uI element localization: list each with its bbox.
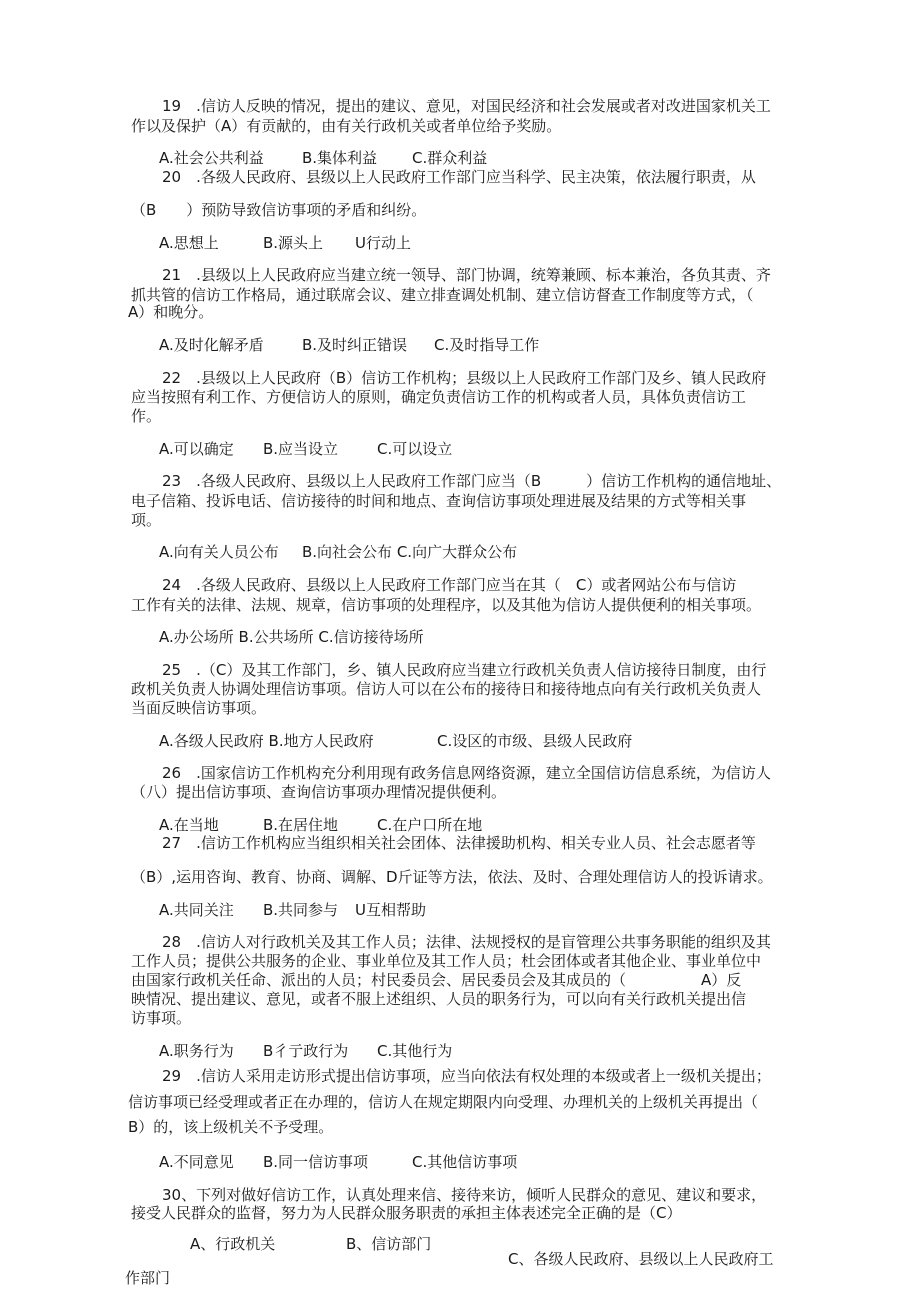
- option-b: B.在居住地: [263, 816, 339, 834]
- question-text-line: 29 .信访人采用走访形式提出信访事项，应当向依法有权处理的本级或者上一级机关提出；: [162, 1067, 771, 1085]
- question-text-line: （八）提出信访事项、查询信访事项办理情况提供便利。: [131, 783, 507, 801]
- question-text-line: 24 .各级人民政府、县级以上人民政府工作部门应当在其（ C）或者网站公布与信访: [162, 576, 737, 594]
- option-c: C.设区的市级、县级人民政府: [437, 732, 633, 750]
- option-c: C.在户口所在地: [377, 816, 483, 834]
- question-text-line: 电子信箱、投诉电话、信访接待的时间和地点、查询信访事项处理进展及结果的方式等相关事: [131, 492, 747, 510]
- option-b-c: B.向社会公布 C.向广大群众公布: [302, 543, 518, 561]
- option-a: A.向有关人员公布: [159, 543, 279, 561]
- option-a: A.及时化解矛盾: [159, 336, 264, 354]
- question-text-line: 应当按照有利工作、方便信访人的原则，确定负责信访工作的机构或者人员，具体负责信访工: [131, 388, 747, 406]
- option-b: B.及时纠正错误: [302, 336, 408, 354]
- option-a: A.职务行为: [159, 1042, 234, 1060]
- option-a-b: A.各级人民政府 B.地方人民政府: [159, 732, 374, 750]
- question-text-line: 信访事项已经受理或者正在办理的，信访人在规定期限内向受理、办理机关的上级机关再提出（: [128, 1093, 759, 1111]
- question-text-line: 作以及保护（A）有贡献的，由有关行政机关或者单位给予奖励。: [131, 117, 562, 135]
- question-text-line: B）的，该上级机关不予受理。: [128, 1118, 334, 1136]
- option-b: B.应当设立: [263, 440, 339, 458]
- option-a: A.思想上: [159, 234, 219, 252]
- question-text-line: 28 .信访人对行政机关及其工作人员；法律、法规授权的是盲管理公共事务职能的组织及其: [162, 933, 771, 951]
- question-text-line: A）和晚分。: [128, 303, 214, 321]
- option-a: A.社会公共利益: [159, 149, 264, 167]
- question-text-line: 访事项。: [131, 1009, 192, 1027]
- option-a: A.共同关注: [159, 901, 234, 919]
- option-c: C.及时指导工作: [434, 336, 540, 354]
- option-a: A.在当地: [159, 816, 219, 834]
- options: A.办公场所 B.公共场所 C.信访接待场所: [159, 628, 424, 646]
- question-text-line: 30、下列对做好信访工作，认真处理来信、接待来访，倾听人民群众的意见、建议和要求，: [162, 1186, 767, 1204]
- option-c: C.可以设立: [377, 440, 453, 458]
- option-c: U行动上: [355, 234, 411, 252]
- question-text-line: 工作人员；提供公共服务的企业、事业单位及其工作人员；杜会团体或者其他企业、事业单位中: [131, 952, 762, 970]
- question-text-line: 27 .信访工作机构应当组织相关社会团体、法律援助机构、相关专业人员、社会志愿者等: [162, 834, 756, 852]
- option-b: B.源头上: [263, 234, 324, 252]
- question-text-line: 23 .各级人民政府、县级以上人民政府工作部门应当（B ）信访工作机构的通信地址、: [162, 472, 782, 490]
- question-text-line: 政机关负责人协调处理信访事项。信访人可以在公布的接待日和接待地点向有关行政机关负责人: [131, 680, 762, 698]
- option-c: U互相帮助: [355, 901, 426, 919]
- option-b: B、信访部门: [346, 1235, 432, 1253]
- question-text-line: 由国家行政机关任命、派出的人员；村民委员会、居民委员会及其成员的（ A）反: [131, 971, 742, 989]
- option-b: B彳亍政行为: [263, 1042, 349, 1060]
- question-text-line: 抓共管的信访工作格局，通过联席会议、建立排查调处机制、建立信访督查工作制度等方式，（: [131, 286, 754, 304]
- question-text-line: （B）,运用咨询、教育、协商、调解、D斤证等方法，依法、及时、合理处理信访人的投诉请求。: [131, 868, 773, 886]
- option-a: A、行政机关: [190, 1235, 276, 1253]
- question-text-line: 21 .县级以上人民政府应当建立统一领导、部门协调，统筹兼顾、标本兼治，各负其责、齐: [162, 266, 771, 284]
- question-text-line: 20 .各级人民政府、县级以上人民政府工作部门应当科学、民主决策，依法履行职责，从: [162, 168, 756, 186]
- question-text-line: 项。: [131, 511, 162, 529]
- question-text-line: 19 .信访人反映的情况，提出的建议、意见，对国民经济和社会发展或者对改进国家机关工: [162, 97, 771, 115]
- option-c: C.其他信访事项: [412, 1153, 518, 1171]
- option-a: A.不同意见: [159, 1153, 234, 1171]
- question-text-line: （B ）预防导致信访事项的矛盾和纠纷。: [131, 201, 427, 219]
- option-c: C.群众利益: [412, 149, 488, 167]
- option-b: B.集体利益: [302, 149, 378, 167]
- question-text-line: 当面反映信访事项。: [131, 699, 267, 717]
- option-c-continued: 作部门: [125, 1269, 171, 1287]
- option-b: B.共同参与: [263, 901, 339, 919]
- question-text-line: 映情况、提出建议、意见，或者不服上述组织、人员的职务行为，可以向有关行政机关提出信: [131, 990, 747, 1008]
- question-text-line: 25 .（C）及其工作部门，乡、镇人民政府应当建立行政机关负责人信访接待日制度，由行: [162, 661, 767, 679]
- question-text-line: 接受人民群众的监督，努力为人民群众服务职责的承担主体表述完全正确的是（C）: [131, 1204, 682, 1222]
- question-text-line: 26 .国家信访工作机构充分利用现有政务信息网络资源，建立全国信访信息系统，为信访人: [162, 764, 771, 782]
- option-c: C.其他行为: [377, 1042, 453, 1060]
- option-c: C、各级人民政府、县级以上人民政府工: [508, 1250, 774, 1268]
- option-a: A.可以确定: [159, 440, 234, 458]
- question-text-line: 作。: [131, 407, 162, 425]
- question-text-line: 22 .县级以上人民政府（B）信访工作机构；县级以上人民政府工作部门及乡、镇人民政府: [162, 369, 767, 387]
- option-b: B.同一信访事项: [263, 1153, 369, 1171]
- question-text-line: 工作有关的法律、法规、规章，信访事项的处理程序，以及其他为信访人提供便利的相关事项。: [131, 596, 762, 614]
